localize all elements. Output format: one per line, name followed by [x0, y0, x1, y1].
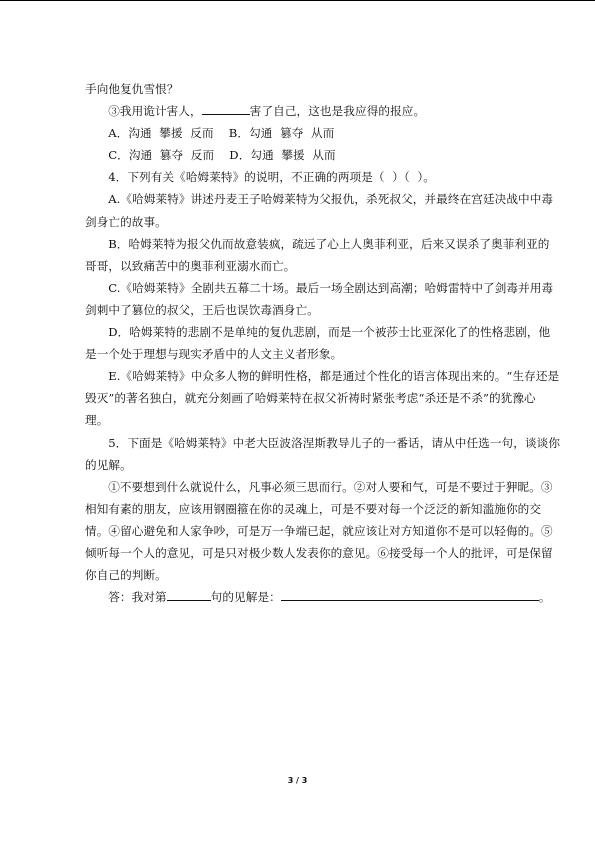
- document-body: [85, 78, 561, 608]
- question-5-cont: 的见解。: [85, 457, 132, 472]
- answer-line: [85, 586, 551, 608]
- sentence-number-blank[interactable]: [167, 588, 211, 601]
- page-number: 3 / 3: [287, 776, 308, 785]
- quote-line: 情。④留心避免和人家争吵，可是万一争端已起，就应该让对方知道你不是可以轻侮的。⑤: [85, 523, 553, 538]
- choice-a-cont: 剑身亡的故事。: [85, 214, 167, 229]
- text-line: 手向他复仇雪恨？: [85, 82, 179, 96]
- fill-blank: [202, 102, 250, 115]
- option-line-cd: C．沟通 篡夺 反而 D．勾通 攀援 从而: [108, 148, 336, 163]
- question-4-title: 4．下列有关《哈姆莱特》的说明，不正确的两项是（ ）（ ）。: [108, 170, 435, 185]
- choice-e-cont: 毁灭”的著名独白，就充分刻画了哈姆莱特在叔父祈祷时紧张考虑“杀还是不杀”的犹豫心: [85, 391, 536, 406]
- answer-blank[interactable]: [281, 588, 539, 601]
- choice-b-cont: 哥哥，以致痛苦中的奥菲利亚溺水而亡。: [85, 258, 296, 273]
- choice-c-cont: 剑刺中了篡位的叔父，王后也误饮毒酒身亡。: [85, 302, 319, 317]
- quote-line: 你自己的判断。: [85, 568, 167, 583]
- choice-a: A.《哈姆莱特》讲述丹麦王子哈姆莱特为父报仇，杀死叔父，并最终在宫廷决战中中毒: [108, 192, 554, 207]
- quote-line: 相知有素的朋友，应该用钢圈箍在你的灵魂上，可是不要对每一个泛泛的新知滥施你的交: [85, 501, 542, 516]
- choice-d: D．哈姆莱特的悲剧不是单纯的复仇悲剧，而是一个被莎士比亚深化了的性格悲剧，他: [108, 325, 551, 340]
- choice-e: E.《哈姆莱特》中众多人物的鲜明性格，都是通过个性化的语言体现出来的。“生存还是: [108, 369, 560, 384]
- text-segment: 害了自己，这也是我应得的报应。: [249, 104, 426, 119]
- text-segment: 答：我对第: [108, 590, 167, 605]
- text-segment: 句的见解是：: [210, 590, 281, 605]
- quote-line: 倾听每一个人的意见，可是只对极少数人发表你的意见。⑥接受每一个人的批评，可是保留: [85, 545, 553, 560]
- choice-b: B．哈姆莱特为报父仇而故意装疯，疏远了心上人奥菲利亚，后来又误杀了奥菲利亚的: [108, 236, 550, 251]
- choice-c: C.《哈姆莱特》全剧共五幕二十场。最后一场全剧达到高潮；哈姆雷特中了剑毒并用毒: [108, 280, 554, 295]
- text-segment: 。: [538, 590, 551, 605]
- choice-e-cont: 理。: [85, 413, 109, 428]
- question-3-line: [85, 100, 525, 122]
- choice-d-cont: 是一个处于理想与现实矛盾中的人文主义者形象。: [85, 347, 343, 362]
- text-segment: ③我用诡计害人，: [108, 104, 202, 119]
- question-5-title: 5．下面是《哈姆莱特》中老大臣波洛涅斯教导儿子的一番话，请从中任选一句，谈谈你: [108, 435, 561, 450]
- top-rule: [0, 0, 595, 1]
- option-line-ab: A．沟通 攀援 反而 B．勾通 篡夺 从而: [108, 126, 335, 141]
- quote-line: ①不要想到什么就说什么，凡事必须三思而行。②对人要和气，可是不要过于狎昵。③: [108, 479, 553, 494]
